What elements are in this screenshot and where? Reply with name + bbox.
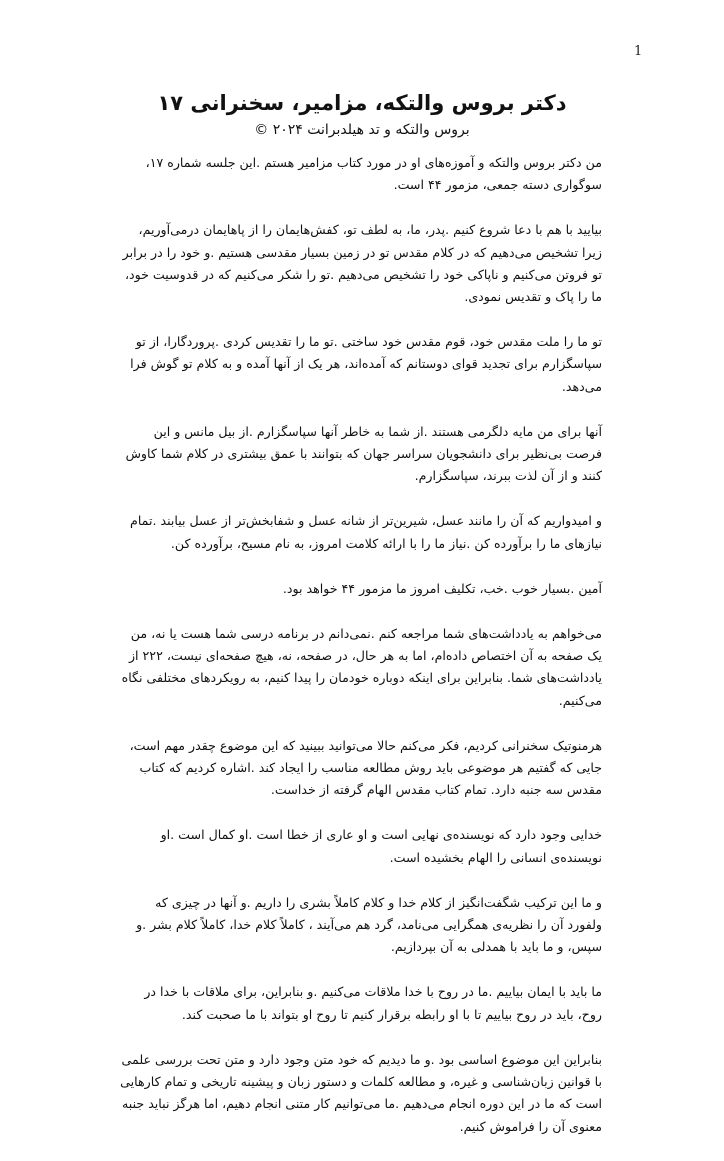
paragraph-5: و امیدواریم که آن را مانند عسل، شیرین‌تر از شانه عسل و شفابخش‌تر از عسل بیابند .تمام نیازهای ما را برآورده کن .نیاز ما را با ارائه کلامت امروز، به نام مسیح، برآورده کن.: [130, 513, 602, 551]
paragraph-1: من دکتر بروس والتکه و آموزه‌های او در مورد کتاب مزامیر هستم .این جلسه شماره ۱۷، سوگواری دسته جمعی، مزمور ۴۴ است.: [145, 155, 602, 193]
paragraph-7: می‌خواهم به یادداشت‌های شما مراجعه کنم .نمی‌دانم در برنامه درسی شما هست یا نه، من یک صفحه به آن اختصاص داده‌ام، اما به هر حال، در صفحه، نه، هیچ صفحه‌ای نیست، ۲۲۲ از یادداشت‌های شما. بنابراین برای اینکه دوباره خودمان را پیدا کنیم، به رویکردهای مختلفی نگاه می‌کنیم.: [121, 626, 602, 708]
document-body: [118, 152, 602, 1161]
paragraph-4: آنها برای من مایه دلگرمی هستند .از شما به خاطر آنها سپاسگزارم .از بیل مانس و این فرصت بی‌نظیر برای دانشجویان سراسر جهان که بتوانند با عمق بیشتری در کلام شما کاوش کنند و از آن لذت ببرند، سپاسگزارم.: [125, 423, 602, 484]
paragraph-8: هرمنوتیک سخنرانی کردیم، فکر می‌کنم حالا می‌توانید ببینید که این موضوع چقدر مهم است، جایی که گفتیم هر موضوعی باید روش مطالعه مناسب را ایجاد کند .اشاره کردیم که کتاب مقدس سه جنبه دارد. تمام کتاب مقدس الهام گرفته از خداست.: [129, 737, 602, 798]
paragraph-6: آمین .بسیار خوب .خب، تکلیف امروز ما مزمور ۴۴ خواهد بود.: [282, 580, 602, 596]
document-header: [70, 88, 654, 140]
paragraph-3: تو ما را ملت مقدس خود، قوم مقدس خود ساختی .تو ما را تقدیس کردی .پروردگارا، از تو سپاسگزارم برای تجدید قوای دوستانم که آمده‌اند، هر یک از آنها آمده و به کلام تو گوش فرا می‌دهد.: [130, 334, 602, 394]
paragraph-11: ما باید با ایمان بیاییم .ما در روح با خدا ملاقات می‌کنیم .و بنابراین، برای ملاقات با خدا در روح، باید در روح بیاییم تا با او رابطه برقرار کنیم تا روح او بتواند با ما صحبت کند.: [144, 984, 602, 1022]
paragraph-9: خدایی وجود دارد که نویسنده‌ی نهایی است و او عاری از خطا است .او کمال است .او نویسنده‌ی انسانی را الهام بخشیده است.: [160, 827, 602, 865]
paragraph-2: بیایید با هم با دعا شروع کنیم .پدر، ما، به لطف تو، کفش‌هایمان را از پاهایمان درمی‌آوریم، زیرا تشخیص می‌دهیم که در کلام مقدس تو در زمین بسیار مقدسی هستیم .و خود را در برابر تو فروتن می‌کنیم و ناپاکی خود را تشخیص می‌دهیم .تو را شکر می‌کنیم که در قدوسیت خود، ما را پاک و تقدیس نمودی.: [122, 222, 602, 305]
paragraph-12: بنابراین این موضوع اساسی بود .و ما دیدیم که خود متن وجود دارد و متن تحت بررسی علمی با قوانین زبان‌شناسی و غیره، و مطالعه کلمات و دستور زبان و پیشینه تاریخی و تمام کارهایی است که ما در این دوره انجام می‌دهیم .ما می‌توانیم کار متنی انجام دهیم، اما هرگز نباید جنبه معنوی آن را فراموش کنیم.: [120, 1051, 602, 1134]
paragraph-10: و ما این ترکیب شگفت‌انگیز از کلام خدا و کلام کاملاً بشری را داریم .و آنها در چیزی که ولفورد آن را نظریه‌ی همگرایی می‌نامد، گرد هم می‌آیند ، کاملاً کلام خدا، کاملاً کلام بشر .و سپس، و ما باید با همدلی به آن بپردازیم.: [136, 894, 602, 955]
page-subtitle: بروس والتکه و تد هیلدبرانت ۲۰۲۴ ©: [254, 122, 470, 138]
page-title: دکتر بروس والتکه، مزامیر، سخنرانی ۱۷: [157, 91, 567, 115]
page-number: 1: [634, 44, 643, 59]
